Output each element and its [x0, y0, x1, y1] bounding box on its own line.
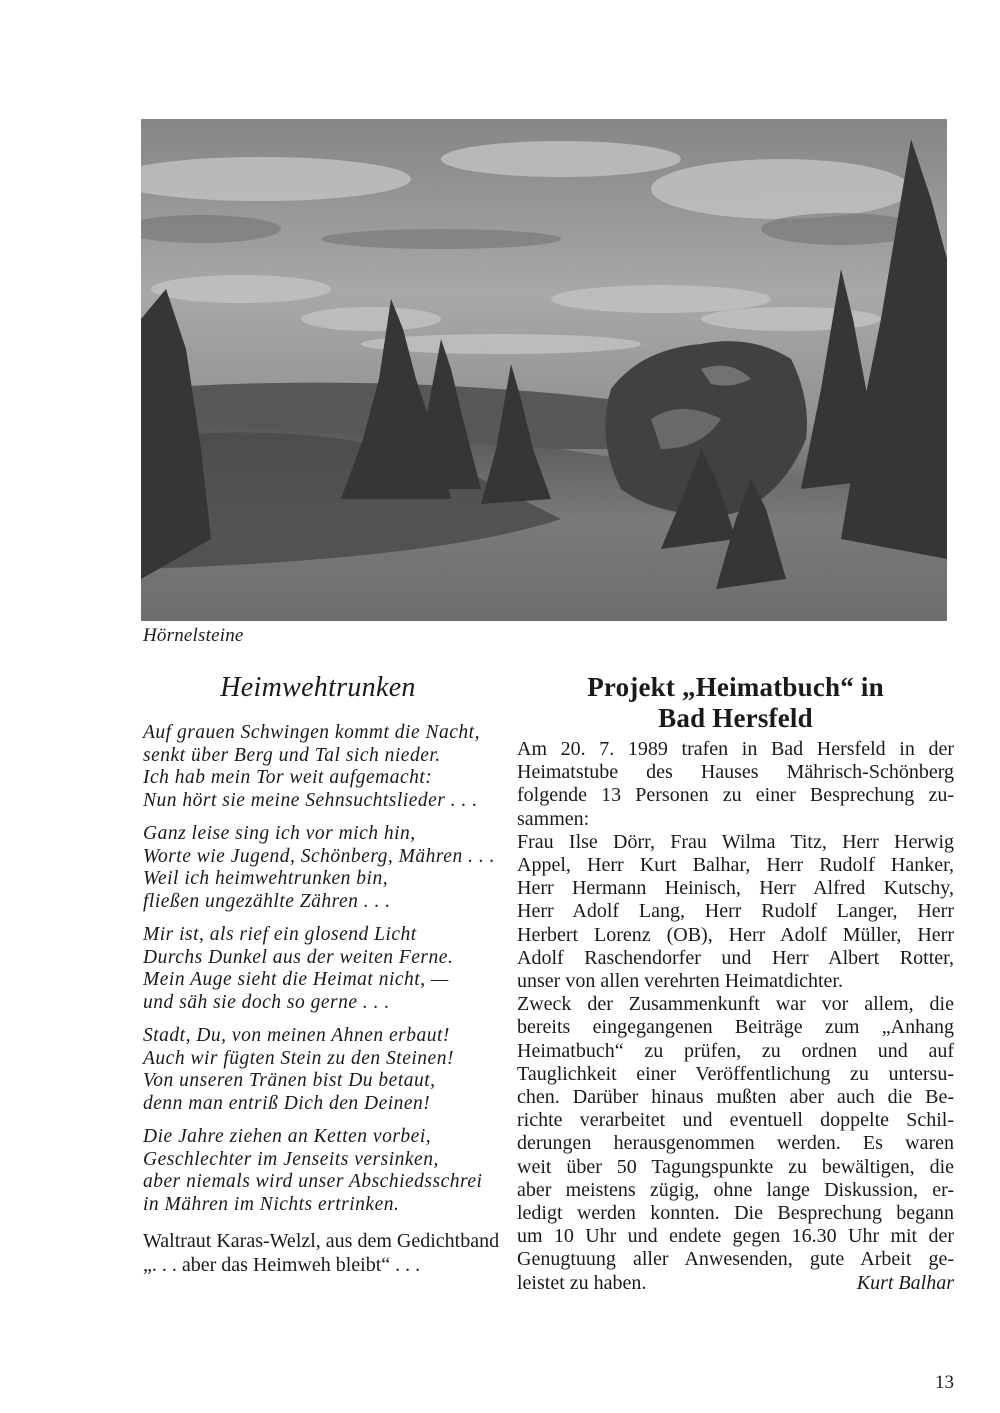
author-signature: Kurt Balhar [856, 1271, 954, 1294]
poem-line: und säh sie doch so gerne . . . [143, 991, 390, 1013]
page-number: 13 [935, 1372, 954, 1393]
article-line: weit über 50 Tagungspunkte zu bewältigen, die [517, 1155, 954, 1178]
poem-line: Ich hab mein Tor weit aufgemacht: [143, 767, 433, 788]
poem-line: Ganz leise sing ich vor mich hin, [143, 823, 416, 844]
article-title [517, 672, 954, 734]
article-line: Appel, Herr Kurt Balhar, Herr Rudolf Hanker, [517, 854, 954, 877]
poem-source [143, 1230, 500, 1277]
poem-line: Die Jahre ziehen an Ketten vorbei, [143, 1126, 432, 1147]
article-title-line: Bad Hersfeld [658, 703, 813, 733]
poem-line: Durchs Dunkel aus der weiten Ferne. [143, 946, 454, 968]
photo-caption: Hörnelsteine [143, 625, 244, 646]
article-line: Heimatbuch“ zu prüfen, zu ordnen und auf [517, 1039, 954, 1062]
poem-line: Nun hört sie meine Sehnsuchtslieder . . . [143, 789, 478, 811]
landscape-illustration [141, 119, 947, 621]
poem-line: Mein Auge sieht die Heimat nicht, — [143, 969, 449, 990]
poem-line: aber niemals wird unser Abschiedsschrei [143, 1171, 483, 1192]
article-line: Am 20. 7. 1989 trafen in Bad Hersfeld in der [517, 738, 954, 760]
poem-line: Geschlechter im Jenseits versinken, [143, 1148, 439, 1170]
article-line: Heimatstube des Hauses Mährisch-Schönberg [517, 761, 954, 784]
article-column [517, 672, 954, 1295]
article-line: um 10 Uhr und endete gegen 16.30 Uhr mit der [517, 1225, 954, 1248]
article-line: bereits eingegangenen Beiträge zum „Anhang [517, 1016, 954, 1039]
poem-stanza [143, 924, 493, 1014]
article-line: Zweck der Zusammenkunft war vor allem, die [517, 993, 954, 1016]
article-line: Herr Hermann Heinisch, Herr Alfred Kutschy, [517, 877, 954, 900]
article-line: aber meistens zügig, ohne lange Diskussion, er- [517, 1178, 954, 1201]
article-line: Frau Ilse Dörr, Frau Wilma Titz, Herr Herwig [517, 830, 954, 853]
article-line: folgende 13 Personen zu einer Besprechung zu- [517, 784, 954, 807]
poem-column [143, 672, 500, 1277]
poem-source-line: Waltraut Karas-Welzl, aus dem Gedichtband [143, 1230, 500, 1252]
article-body [517, 738, 954, 1295]
poem-stanza [143, 1126, 493, 1216]
poem-line: in Mähren im Nichts ertrinken. [143, 1193, 400, 1215]
poem-line: senkt über Berg und Tal sich nieder. [143, 744, 441, 766]
poem-stanza [143, 722, 493, 812]
poem-line: Von unseren Tränen bist Du betaut, [143, 1070, 436, 1091]
article-line: Adolf Raschendorfer und Herr Albert Rotter, [517, 946, 954, 969]
poem-source-line: „. . . aber das Heimweh bleibt“ . . . [143, 1253, 421, 1276]
article-line: Herbert Lorenz (OB), Herr Adolf Müller, Herr [517, 923, 954, 946]
article-line: chen. Darüber hinaus mußten aber auch die Be- [517, 1086, 954, 1109]
poem-line: Auch wir fügten Stein zu den Steinen! [143, 1047, 454, 1069]
poem-line: denn man entriß Dich den Deinen! [143, 1092, 431, 1114]
poem-stanza [143, 1025, 493, 1115]
poem-line: Weil ich heimwehtrunken bin, [143, 868, 389, 889]
poem-stanzas [143, 722, 493, 1216]
article-line: derungen herausgenommen werden. Es waren [517, 1132, 954, 1155]
article-closing [517, 1272, 954, 1295]
article-line: Tauglichkeit einer Veröffentlichung zu untersu- [517, 1062, 954, 1085]
landscape-photo [141, 119, 947, 621]
poem-line: fließen ungezählte Zähren . . . [143, 890, 391, 912]
article-line: richte verarbeitet und eventuell doppelte Schil- [517, 1109, 954, 1132]
article-line: sammen: [517, 807, 590, 830]
article-line: Herr Adolf Lang, Herr Rudolf Langer, Herr [517, 900, 954, 923]
poem-line: Mir ist, als rief ein glosend Licht [143, 924, 417, 945]
poem-line: Worte wie Jugend, Schönberg, Mähren . . . [143, 845, 495, 867]
poem-line: Auf grauen Schwingen kommt die Nacht, [143, 722, 480, 743]
poem-stanza [143, 823, 493, 913]
article-line: Genugtuung aller Anwesenden, gute Arbeit ge- [517, 1248, 954, 1271]
poem-line: Stadt, Du, von meinen Ahnen erbaut! [143, 1025, 450, 1046]
article-last-line: leistet zu haben. [517, 1271, 647, 1294]
poem-title: Heimwehtrunken [220, 672, 416, 703]
article-line: ledigt werden konnten. Die Besprechung begann [517, 1202, 954, 1225]
article-line: unser von allen verehrten Heimatdichter. [517, 970, 843, 993]
article-title-line: Projekt „Heimatbuch“ in [587, 672, 884, 702]
article-lines [517, 738, 954, 1272]
